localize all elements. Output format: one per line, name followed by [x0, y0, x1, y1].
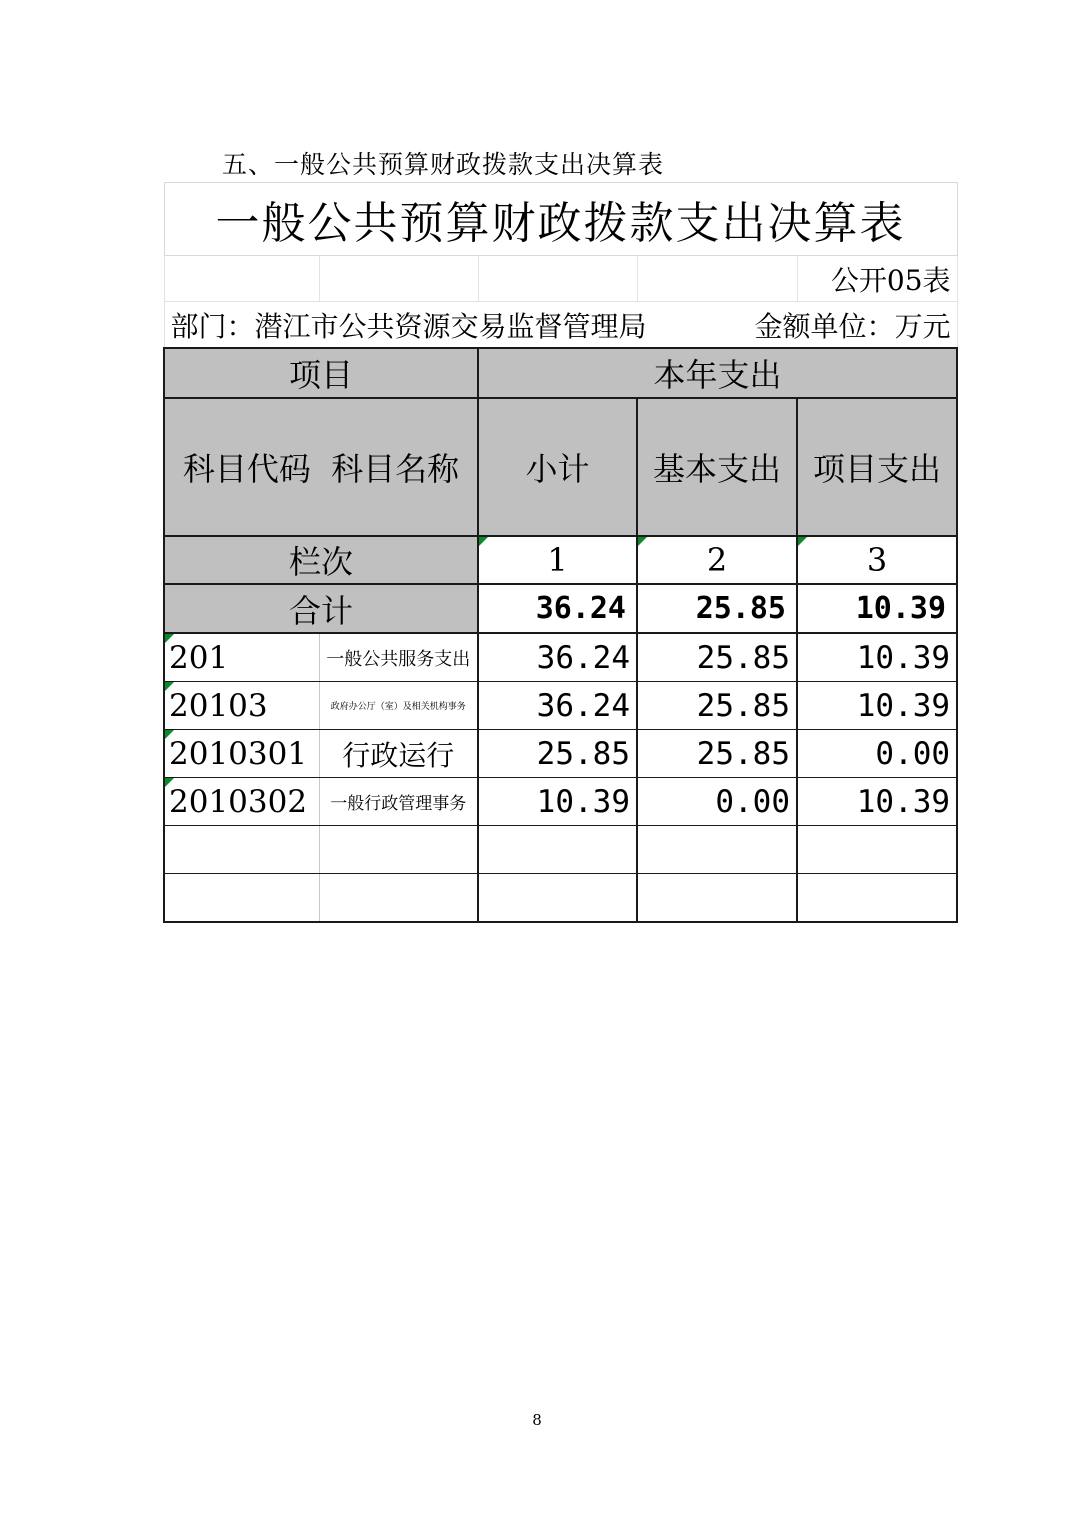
column-number-2: 2	[637, 536, 797, 584]
cell-marker-icon	[798, 537, 807, 546]
total-label: 合计	[164, 584, 478, 633]
empty-cell	[478, 256, 637, 302]
header-code-name: 科目代码 科目名称	[164, 398, 478, 536]
table-row	[164, 778, 957, 826]
section-heading: 五、一般公共预算财政拨款支出决算表	[222, 150, 665, 179]
row-project: 10.39	[797, 633, 957, 682]
table-row	[164, 730, 957, 778]
header-current-year: 本年支出	[478, 348, 957, 398]
table-row	[164, 633, 957, 682]
cell-marker-icon	[479, 537, 488, 546]
unit-label: 金额单位：万元	[754, 309, 951, 343]
expenditure-table	[163, 182, 958, 923]
total-subtotal: 36.24	[478, 584, 637, 633]
header-project: 项目支出	[797, 398, 957, 536]
row-subtotal: 25.85	[478, 730, 637, 778]
row-project	[797, 826, 957, 874]
table-row	[164, 874, 957, 923]
row-name: 一般行政管理事务	[319, 778, 478, 826]
row-name	[319, 826, 478, 874]
cell-marker-icon	[638, 537, 647, 546]
column-number-3: 3	[797, 536, 957, 584]
row-project: 10.39	[797, 778, 957, 826]
row-basic: 25.85	[637, 730, 797, 778]
row-code: 2010302	[164, 778, 319, 826]
table-title: 一般公共预算财政拨款支出决算表	[164, 183, 957, 256]
row-subtotal: 36.24	[478, 682, 637, 730]
row-basic: 25.85	[637, 682, 797, 730]
row-project: 10.39	[797, 682, 957, 730]
cell-marker-icon	[165, 730, 174, 739]
row-basic: 25.85	[637, 633, 797, 682]
row-name: 行政运行	[319, 730, 478, 778]
department-label: 部门：潜江市公共资源交易监督管理局	[170, 309, 647, 343]
row-code	[164, 826, 319, 874]
row-name: 一般公共服务支出	[319, 633, 478, 682]
table-row	[164, 682, 957, 730]
row-code	[164, 874, 319, 923]
row-project	[797, 874, 957, 923]
row-name: 政府办公厅（室）及相关机构事务	[319, 682, 478, 730]
row-basic: 0.00	[637, 778, 797, 826]
empty-cell	[637, 256, 797, 302]
table-row	[164, 826, 957, 874]
empty-cell	[319, 256, 478, 302]
empty-cell	[164, 256, 319, 302]
row-code: 20103	[164, 682, 319, 730]
row-subtotal: 10.39	[478, 778, 637, 826]
cell-marker-icon	[165, 778, 174, 787]
total-project: 10.39	[797, 584, 957, 633]
header-item: 项目	[164, 348, 478, 398]
row-basic	[637, 874, 797, 923]
header-column-no: 栏次	[164, 536, 478, 584]
row-project: 0.00	[797, 730, 957, 778]
total-basic: 25.85	[637, 584, 797, 633]
header-subtotal: 小计	[478, 398, 637, 536]
cell-marker-icon	[165, 682, 174, 691]
page-number: 8	[532, 1411, 542, 1429]
column-number-1: 1	[478, 536, 637, 584]
meta-row	[164, 302, 957, 349]
row-code: 2010301	[164, 730, 319, 778]
row-basic	[637, 826, 797, 874]
form-number: 公开05表	[797, 256, 957, 302]
row-subtotal	[478, 874, 637, 923]
cell-marker-icon	[165, 634, 174, 643]
row-subtotal: 36.24	[478, 633, 637, 682]
row-code: 201	[164, 633, 319, 682]
row-subtotal	[478, 826, 637, 874]
header-basic: 基本支出	[637, 398, 797, 536]
row-name	[319, 874, 478, 923]
